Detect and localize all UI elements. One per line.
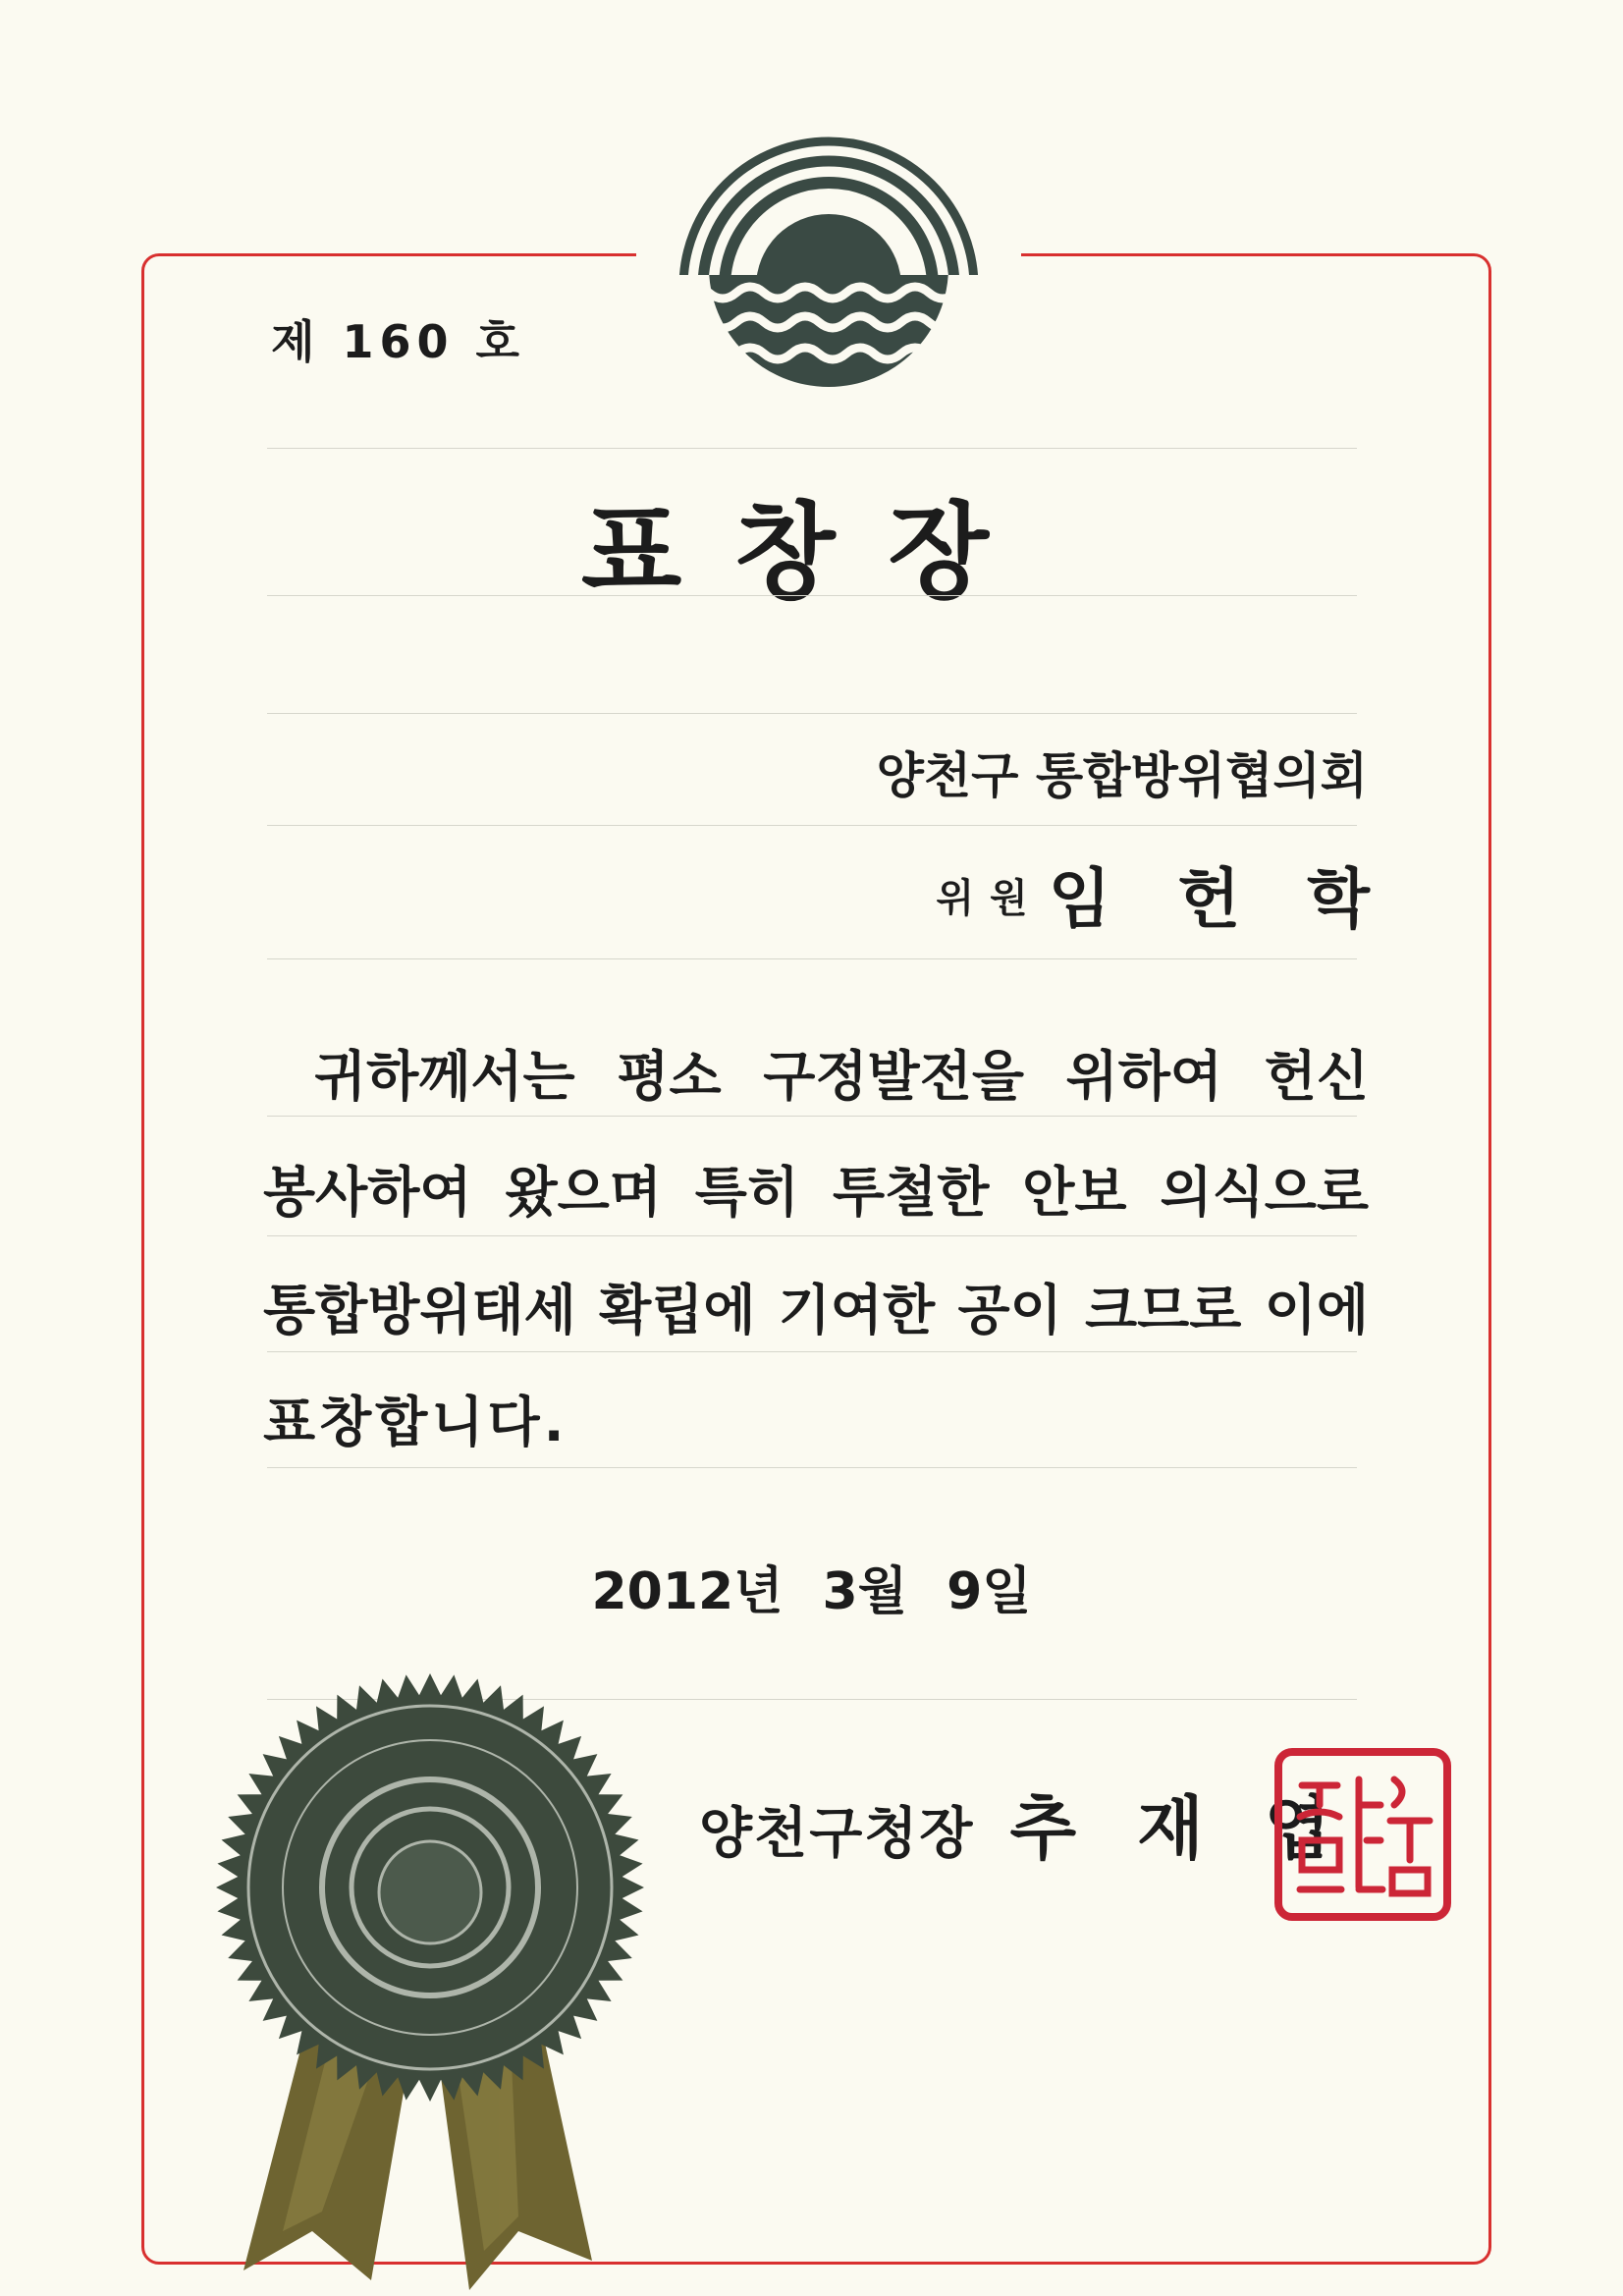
divider (267, 958, 1357, 959)
citation-line-3: 통합방위태세 확립에 기여한 공이 크므로 이에 (263, 1279, 1369, 1341)
recipient-line (936, 847, 1436, 940)
citation-line-4: 표창합니다. (263, 1391, 568, 1453)
issuer-office: 양천구청장 (699, 1802, 975, 1866)
recipient-name: 임헌학 (1048, 861, 1436, 937)
citation-line-2: 봉사하여 왔으며 특히 투철한 안보 의식으로 (263, 1161, 1369, 1224)
divider (267, 1467, 1357, 1468)
divider (267, 1235, 1357, 1236)
divider (267, 713, 1357, 714)
divider (267, 595, 1357, 596)
divider (267, 825, 1357, 826)
sun-waves-emblem-icon (662, 130, 996, 414)
certificate-title: 표창장 (580, 492, 1043, 613)
red-seal-icon (1272, 1746, 1453, 1923)
issue-date: 2012년 3월 9일 (591, 1562, 1032, 1621)
certificate-number: 제 160 호 (271, 315, 525, 368)
recipient-position: 위원 (936, 876, 1044, 921)
divider (267, 1116, 1357, 1117)
divider (267, 1351, 1357, 1352)
issuer-name: 추재엽 (1009, 1788, 1392, 1869)
citation-line-1: 귀하께서는 평소 구정발전을 위하여 헌신 (314, 1045, 1369, 1108)
recipient-organization: 양천구 통합방위협의회 (876, 747, 1368, 804)
gold-seal-icon (204, 1642, 656, 2290)
divider (267, 448, 1357, 449)
